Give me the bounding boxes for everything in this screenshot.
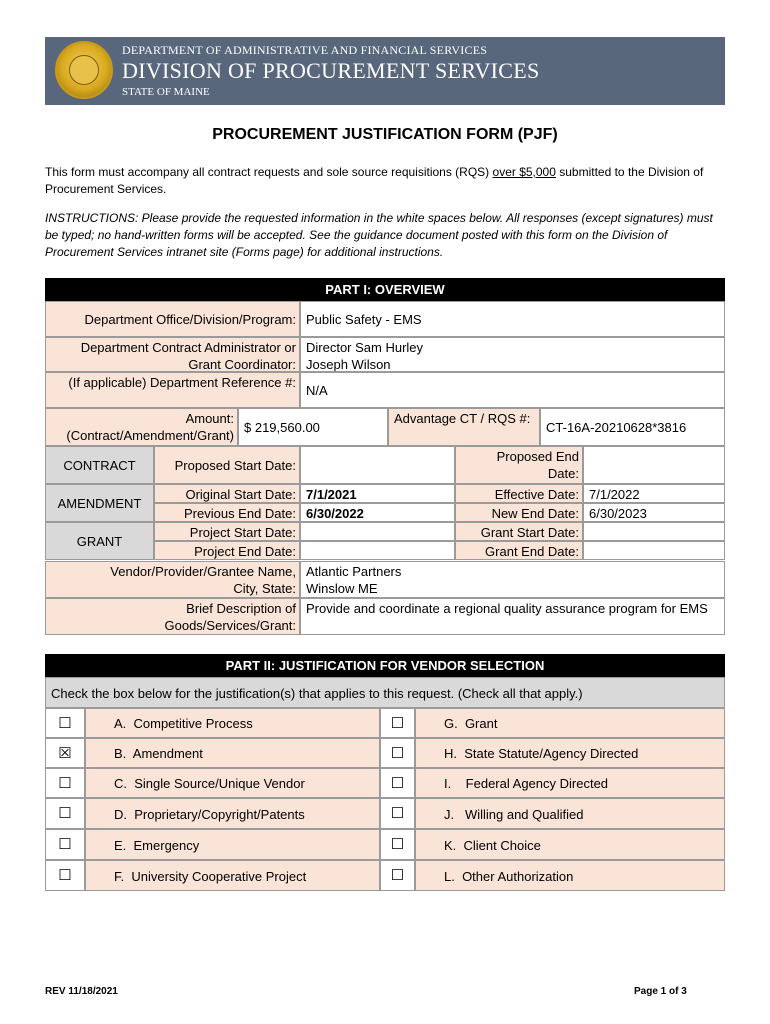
justification-option-label: C. Single Source/Unique Vendor (114, 776, 305, 791)
project-end-field[interactable] (300, 541, 455, 560)
justification-option-label: B. Amendment (114, 746, 203, 761)
revision-label: REV 11/18/2021 (45, 986, 118, 997)
justification-option-left (85, 738, 380, 768)
page-number: Page 1 of 3 (634, 986, 687, 997)
banner-state: STATE OF MAINE (122, 86, 210, 98)
unchecked-box-icon: ☐ (390, 805, 405, 822)
header-banner (45, 37, 725, 105)
justification-option-right (415, 708, 725, 738)
justification-option-label: D. Proprietary/Copyright/Patents (114, 806, 305, 822)
justification-checkbox-right[interactable] (380, 738, 415, 768)
advantage-label: Advantage CT / RQS #: (388, 408, 540, 446)
instructions-paragraph: INSTRUCTIONS: Please provide the requested information in the white spaces below. All responses (except signatures) must be typed; no hand-written forms will be accepted. See the guidance document posted with this form on the Division of Procurement Services intranet site (Forms page) for additional instructions. (45, 211, 713, 259)
vendor-label: Vendor/Provider/Grantee Name, City, State: (45, 561, 300, 598)
justification-option-label: I. Federal Agency Directed (444, 776, 609, 791)
description-field[interactable]: Provide and coordinate a regional quality assurance program for EMS (300, 598, 725, 635)
unchecked-box-icon: ☐ (58, 867, 72, 884)
vendor-field[interactable]: Atlantic Partners Winslow ME (300, 561, 725, 598)
proposed-end-label: Proposed End Date: (455, 446, 583, 484)
justification-option-right (415, 860, 725, 891)
justification-option-left (85, 860, 380, 891)
justification-option-label: H. State Statute/Agency Directed (444, 746, 639, 761)
justification-option-left (85, 708, 380, 738)
unchecked-box-icon: ☐ (390, 744, 405, 762)
justification-checkbox-right[interactable] (380, 708, 415, 738)
justification-checkbox-right[interactable] (380, 768, 415, 798)
description-label: Brief Description of Goods/Services/Grant: (45, 598, 300, 635)
justification-option-label: E. Emergency (114, 837, 200, 853)
admin-field[interactable]: Director Sam Hurley Joseph Wilson (300, 337, 725, 372)
reference-field[interactable]: N/A (300, 372, 725, 408)
justification-option-left (85, 768, 380, 798)
justification-checkbox-left[interactable] (45, 860, 85, 891)
original-start-label: Original Start Date: (154, 484, 300, 503)
effective-date-field[interactable]: 7/1/2022 (583, 484, 725, 503)
form-title: PROCUREMENT JUSTIFICATION FORM (PJF) (212, 126, 558, 143)
justification-option-right (415, 738, 725, 768)
grant-end-label: Grant End Date: (455, 541, 583, 560)
justification-option-label: G. Grant (444, 716, 498, 731)
justification-checkbox-left[interactable] (45, 798, 85, 829)
project-end-label: Project End Date: (154, 541, 300, 560)
amount-label: Amount: (Contract/Amendment/Grant) (45, 408, 238, 446)
part2-header: PART II: JUSTIFICATION FOR VENDOR SELECTION (45, 654, 725, 677)
original-start-field[interactable]: 7/1/2021 (300, 484, 455, 503)
justification-checkbox-right[interactable] (380, 829, 415, 860)
justification-checkbox-left[interactable] (45, 829, 85, 860)
project-start-field[interactable] (300, 522, 455, 541)
unchecked-box-icon: ☐ (390, 714, 405, 732)
part2-prompt: Check the box below for the justification(s) that applies to this request. (Check all that apply.) (45, 677, 725, 708)
banner-department: DEPARTMENT OF ADMINISTRATIVE AND FINANCIAL SERVICES (122, 43, 488, 57)
unchecked-box-icon: ☐ (58, 774, 72, 792)
amount-field[interactable]: $ 219,560.00 (238, 408, 388, 446)
new-end-date-field[interactable]: 6/30/2023 (583, 503, 725, 522)
justification-checkbox-left[interactable] (45, 738, 85, 768)
justification-option-label: L. Other Authorization (444, 868, 574, 884)
state-seal-icon (55, 41, 113, 99)
justification-checkbox-left[interactable] (45, 768, 85, 798)
dept-label: Department Office/Division/Program: (45, 301, 300, 337)
unchecked-box-icon: ☐ (390, 867, 405, 884)
grant-end-field[interactable] (583, 541, 725, 560)
reference-label: (If applicable) Department Reference #: (45, 372, 300, 408)
justification-option-left (85, 829, 380, 860)
advantage-field[interactable]: CT-16A-20210628*3816 (540, 408, 725, 446)
checked-box-icon: ☒ (58, 744, 72, 762)
effective-date-label: Effective Date: (455, 484, 583, 503)
unchecked-box-icon: ☐ (390, 836, 405, 853)
proposed-start-field[interactable] (300, 446, 455, 484)
justification-checkbox-right[interactable] (380, 860, 415, 891)
grant-label: GRANT (45, 522, 154, 560)
project-start-label: Project Start Date: (154, 522, 300, 541)
banner-division: DIVISION OF PROCUREMENT SERVICES (122, 58, 540, 83)
new-end-date-label: New End Date: (455, 503, 583, 522)
justification-option-label: F. University Cooperative Project (114, 868, 307, 884)
justification-option-label: J. Willing and Qualified (444, 806, 584, 822)
unchecked-box-icon: ☐ (390, 774, 405, 792)
proposed-end-field[interactable] (583, 446, 725, 484)
justification-option-right (415, 768, 725, 798)
justification-option-label: K. Client Choice (444, 837, 541, 853)
justification-option-right (415, 798, 725, 829)
justification-option-right (415, 829, 725, 860)
justification-checkbox-left[interactable] (45, 708, 85, 738)
dept-field[interactable]: Public Safety - EMS (300, 301, 725, 337)
justification-option-label: A. Competitive Process (114, 716, 253, 731)
contract-label: CONTRACT (45, 446, 154, 484)
justification-checkbox-right[interactable] (380, 798, 415, 829)
admin-label: Department Contract Administrator or Grant Coordinator: (45, 337, 300, 372)
unchecked-box-icon: ☐ (58, 714, 72, 732)
part1-header: PART I: OVERVIEW (45, 278, 725, 301)
unchecked-box-icon: ☐ (58, 805, 72, 822)
previous-end-label: Previous End Date: (154, 503, 300, 522)
proposed-start-label: Proposed Start Date: (154, 446, 300, 484)
intro-paragraph: This form must accompany all contract requests and sole source requisitions (RQS) over $5,000 submitted to the Division of Procurement Services. (45, 165, 704, 196)
justification-option-left (85, 798, 380, 829)
grant-start-label: Grant Start Date: (455, 522, 583, 541)
grant-start-field[interactable] (583, 522, 725, 541)
unchecked-box-icon: ☐ (58, 836, 72, 853)
previous-end-field[interactable]: 6/30/2022 (300, 503, 455, 522)
amendment-label: AMENDMENT (45, 484, 154, 522)
